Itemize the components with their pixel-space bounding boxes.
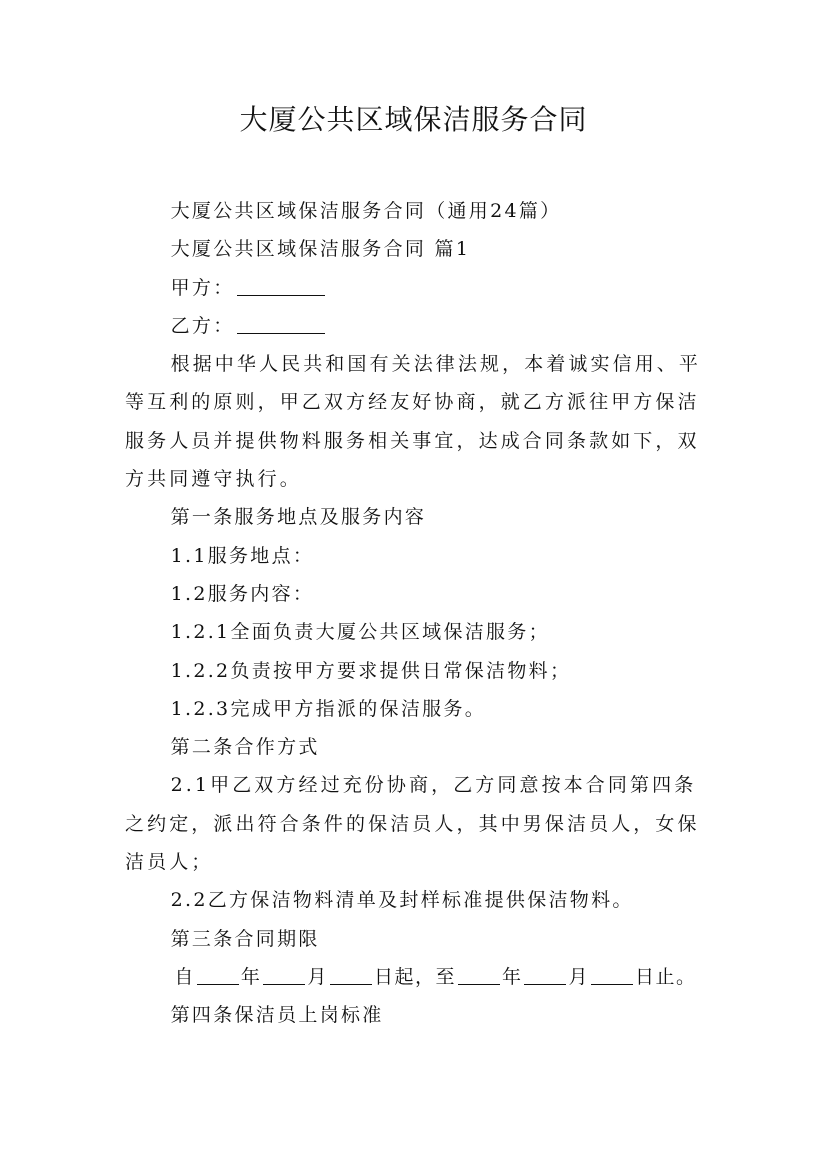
- document-body: [125, 192, 715, 1035]
- term-year-text-2: 年: [501, 965, 523, 988]
- article-1-heading: 第一条服务地点及服务内容: [170, 506, 427, 529]
- article-2-heading: 第二条合作方式: [170, 736, 320, 759]
- party-a-blank: [237, 273, 325, 296]
- term-month-blank-1: [263, 962, 305, 985]
- section-heading: 大厦公共区域保洁服务合同 篇1: [170, 238, 471, 261]
- term-month-blank-2: [524, 962, 566, 985]
- document-title: 大厦公共区域保洁服务合同: [239, 103, 588, 136]
- party-b-line: [125, 307, 715, 345]
- intro-paragraph: 根据中华人民共和国有关法律法规，本着诚实信用、平等互利的原则，甲乙双方经友好协商，就乙方派往甲方保洁服务人员并提供物料服务相关事宜，达成合同条款如下，双方共同遵守执行。: [125, 353, 701, 491]
- term-year-blank-2: [458, 962, 500, 985]
- clause-1-2: 1.2服务内容：: [170, 582, 315, 605]
- term-year-text-1: 年: [240, 965, 262, 988]
- term-from-text: 自: [174, 965, 195, 988]
- clause-1-1: 1.1服务地点：: [170, 544, 315, 567]
- term-day-text-2: 日止。: [634, 965, 697, 988]
- contract-term-line: [125, 958, 715, 996]
- clause-1-2-2: 1.2.2负责按甲方要求提供日常保洁物料；: [170, 659, 572, 682]
- term-month-text-1: 月: [307, 965, 328, 988]
- party-b-label: 乙方：: [170, 314, 235, 337]
- article-4-heading: 第四条保洁员上岗标准: [170, 1004, 384, 1027]
- clause-2-2: 2.2乙方保洁物料清单及封样标准提供保洁物料。: [170, 889, 634, 912]
- clause-1-2-3: 1.2.3完成甲方指派的保洁服务。: [170, 697, 487, 720]
- term-day-text-1: 日起，至: [373, 965, 456, 988]
- party-b-blank: [237, 311, 325, 334]
- article-3-heading: 第三条合同期限: [170, 927, 320, 950]
- document-subtitle: 大厦公共区域保洁服务合同（通用24篇）: [170, 200, 562, 222]
- clause-1-2-1: 1.2.1全面负责大厦公共区域保洁服务；: [170, 621, 550, 644]
- term-month-text-2: 月: [568, 965, 589, 988]
- term-day-blank-2: [591, 962, 633, 985]
- party-a-line: [125, 269, 715, 307]
- party-a-label: 甲方：: [170, 276, 235, 299]
- clause-2-1: 2.1甲乙双方经过充份协商，乙方同意按本合同第四条之约定，派出符合条件的保洁员人，其中男保洁员人，女保洁员人；: [125, 774, 700, 874]
- term-year-blank-1: [197, 962, 239, 985]
- term-day-blank-1: [330, 962, 372, 985]
